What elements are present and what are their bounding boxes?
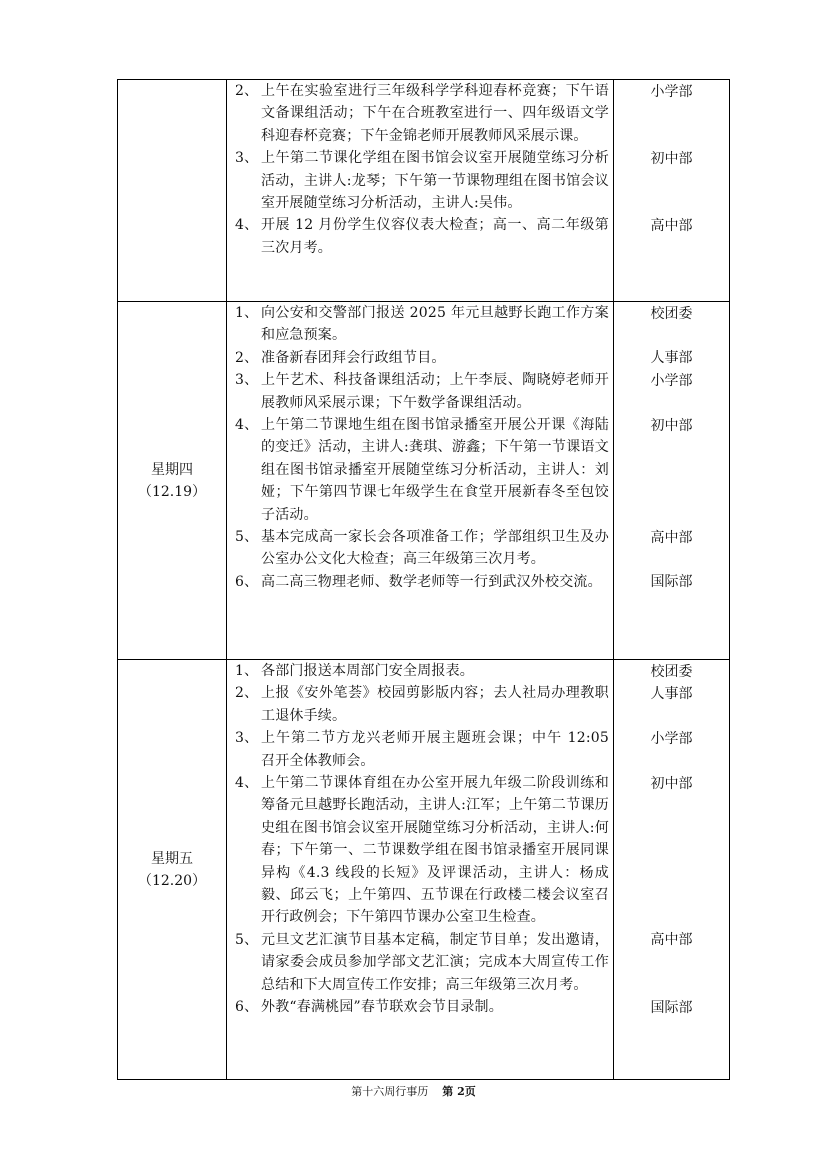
schedule-item <box>227 727 609 772</box>
item-number: 2、 <box>235 685 259 702</box>
item-number: 1、 <box>235 663 259 679</box>
item-text: 上午第二节课化学组在图书馆会议室开展随堂练习分析活动，主讲人:龙琴；下午第一节课物理组在图书馆会议室开展随堂练习分析活动，主讲人:吴伟。 <box>261 150 609 212</box>
item-text: 上报《安外笔荟》校园剪影版内容；去人社局办理教职工退休手续。 <box>261 685 609 724</box>
item-text: 开展 12 月份学生仪容仪表大检查；高一、高二年级第三次月考。 <box>261 217 609 256</box>
dept-cell <box>614 660 730 1080</box>
item-number: 4、 <box>235 417 259 434</box>
item-department: 国际部 <box>650 999 693 1016</box>
item-number: 1、 <box>235 305 259 321</box>
day-label: 星期五 <box>151 850 193 867</box>
day-cell <box>118 80 227 302</box>
item-number: 5、 <box>235 529 259 546</box>
dept-cell <box>614 80 730 302</box>
item-number: 4、 <box>235 217 259 234</box>
day-date: （12.20） <box>137 872 207 889</box>
item-text: 上午第二节课体育组在办公室开展九年级二阶段训练和筹备元旦越野长跑活动，主讲人:江军；上午第二节课历史组在图书馆会议室开展随堂练习分析活动，主讲人:何春；下午第一、二节课数学组在图书馆录播室开展同课异构《4.3 线段的长短》及评课活动，主讲人：杨成毅、邱云飞；上午第四、五节课在行政楼二楼会议室召开行政例会；下午第四节课办公室卫生检查。 <box>261 775 609 926</box>
items-cell <box>227 302 614 660</box>
schedule-row <box>118 80 730 302</box>
day-label: 星期四 <box>151 461 193 478</box>
item-department: 小学部 <box>650 730 693 747</box>
footer-title: 第十六周行事历 <box>351 1085 429 1098</box>
item-department: 初中部 <box>650 775 693 792</box>
item-number: 3、 <box>235 730 259 747</box>
item-department: 小学部 <box>650 83 693 100</box>
item-number: 6、 <box>235 573 259 590</box>
item-text: 向公安和交警部门报送 2025 年元旦越野长跑工作方案和应急预案。 <box>261 305 609 344</box>
schedule-item <box>227 526 609 571</box>
item-department: 校团委 <box>650 663 693 680</box>
item-department: 小学部 <box>650 372 693 389</box>
item-text: 上午在实验室进行三年级科学学科迎春杯竞赛；下午语文备课组活动；下午在合班教室进行一、四年级语文学科迎春杯竞赛；下午金锦老师开展教师风采展示课。 <box>261 83 609 144</box>
schedule-item <box>227 929 609 996</box>
item-text: 外教“春满桃园”春节联欢会节目录制。 <box>261 999 503 1016</box>
item-number: 2、 <box>235 83 259 99</box>
schedule-row <box>118 302 730 660</box>
day-date: （12.19） <box>137 483 207 500</box>
item-text: 上午第二节方龙兴老师开展主题班会课；中午 12:05 召开全体教师会。 <box>261 730 609 769</box>
item-text: 基本完成高一家长会各项准备工作；学部组织卫生及办公室办公文化大检查；高三年级第三次月考。 <box>261 529 609 568</box>
schedule-row <box>118 660 730 1080</box>
page-footer <box>0 1085 827 1099</box>
item-department: 高中部 <box>650 217 693 234</box>
item-text: 上午第二节课地生组在图书馆录播室开展公开课《海陆的变迁》活动，主讲人:龚琪、游鑫；下午第一节课语文组在图书馆录播室开展随堂练习分析活动，主讲人：刘娅；下午第四节课七年级学生在食堂开展新春冬至包饺子活动。 <box>261 417 609 523</box>
schedule-item <box>227 147 609 214</box>
schedule-item <box>227 772 609 929</box>
item-department: 人事部 <box>650 685 693 702</box>
item-number: 6、 <box>235 999 259 1016</box>
item-number: 3、 <box>235 150 259 167</box>
item-department: 国际部 <box>650 574 693 591</box>
item-department: 人事部 <box>650 350 693 367</box>
schedule-item <box>227 214 609 259</box>
item-department: 初中部 <box>650 417 693 434</box>
page-number: 第 2页 <box>442 1085 476 1098</box>
items-cell <box>227 660 614 1080</box>
items-cell <box>227 80 614 302</box>
item-number: 2、 <box>235 349 259 366</box>
dept-cell <box>614 302 730 660</box>
day-cell <box>118 660 227 1080</box>
item-department: 校团委 <box>650 305 693 322</box>
item-number: 3、 <box>235 372 259 389</box>
item-text: 各部门报送本周部门安全周报表。 <box>261 663 474 679</box>
item-text: 上午艺术、科技备课组活动；上午李辰、陶晓婷老师开展教师风采展示课；下午数学备课组活动。 <box>261 372 609 411</box>
item-department: 高中部 <box>650 529 693 546</box>
item-number: 5、 <box>235 931 259 948</box>
schedule-item <box>227 302 609 347</box>
schedule-item <box>227 414 609 526</box>
item-text: 高二高三物理老师、数学老师等一行到武汉外校交流。 <box>261 573 602 590</box>
day-cell <box>118 302 227 660</box>
schedule-item <box>227 660 609 682</box>
schedule-item <box>227 996 609 1018</box>
schedule-item <box>227 571 609 593</box>
schedule-item <box>227 369 609 414</box>
schedule-item <box>227 347 609 369</box>
item-department: 初中部 <box>650 150 693 167</box>
item-text: 准备新春团拜会行政组节目。 <box>261 349 446 366</box>
schedule-item <box>227 682 609 727</box>
item-department: 高中部 <box>650 932 693 949</box>
schedule-item <box>227 80 609 147</box>
schedule-table <box>117 79 730 1080</box>
item-text: 元旦文艺汇演节目基本定稿，制定节目单；发出邀请，请家委会成员参加学部文艺汇演；完成本大周宣传工作总结和下大周宣传工作安排；高三年级第三次月考。 <box>261 931 609 993</box>
item-number: 4、 <box>235 775 259 792</box>
